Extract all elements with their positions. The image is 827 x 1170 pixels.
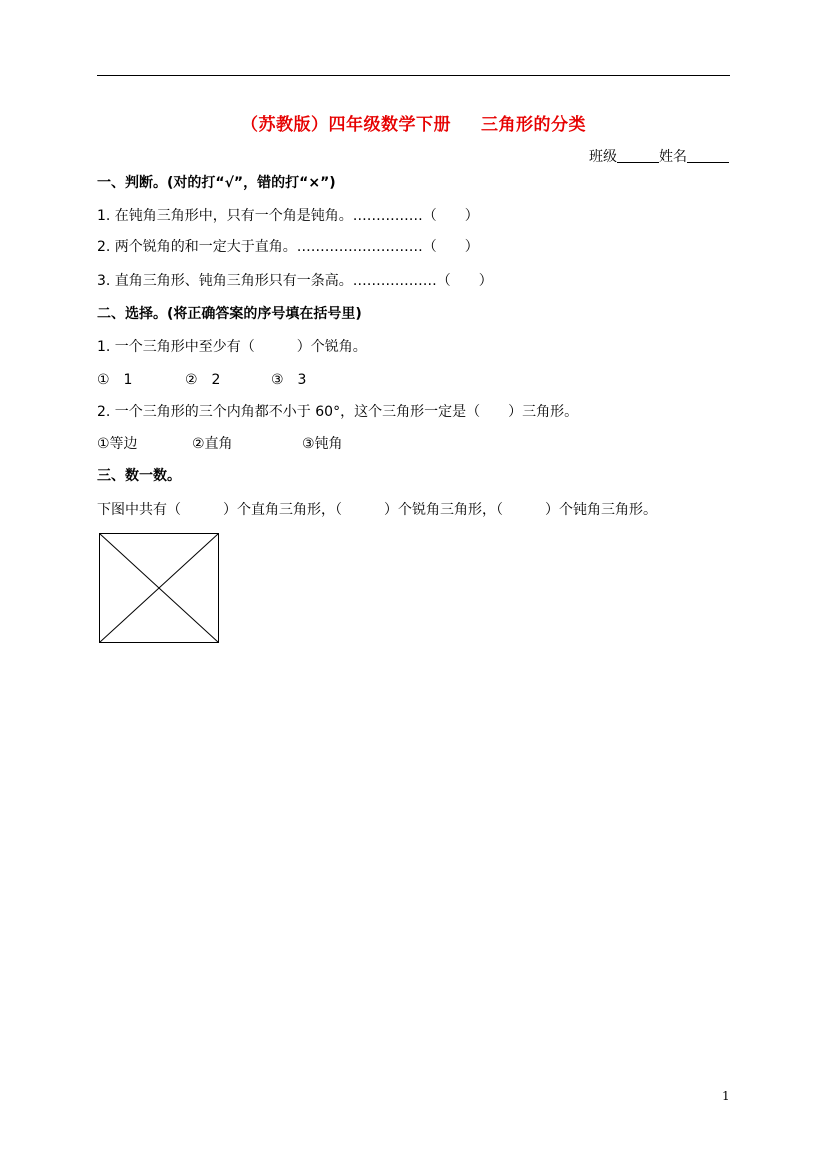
- choice-question-1: 1. 一个三角形中至少有（ ）个锐角。: [97, 339, 367, 355]
- option-obtuse: ③钝角: [302, 436, 343, 452]
- name-blank[interactable]: [687, 149, 729, 163]
- count-question: 下图中共有（ ）个直角三角形，（ ）个锐角三角形，（ ）个钝角三角形。: [97, 502, 657, 518]
- choice-question-2: 2. 一个三角形的三个内角都不小于 60°，这个三角形一定是（ ）三角形。: [97, 404, 579, 420]
- page-title: [0, 110, 827, 135]
- name-label: 姓名: [659, 149, 687, 165]
- option-1: ① 1: [97, 372, 133, 388]
- judge-item-3: 3. 直角三角形、钝角三角形只有一条高。………………（ ）: [97, 273, 493, 289]
- choice-options-1: [97, 369, 306, 389]
- student-info: [589, 146, 729, 166]
- square-diagonals-figure: [99, 533, 220, 644]
- option-right: ②直角: [192, 436, 233, 452]
- title-topic: 三角形的分类: [481, 115, 586, 135]
- header-rule: [97, 75, 730, 76]
- option-equilateral: ①等边: [97, 436, 138, 452]
- page-number: 1: [722, 1089, 730, 1103]
- judge-item-1: 1. 在钝角三角形中，只有一个角是钝角。……………（ ）: [97, 208, 479, 224]
- option-3: ③ 3: [271, 372, 307, 388]
- class-blank[interactable]: [617, 149, 659, 163]
- section2-heading: 二、选择。(将正确答案的序号填在括号里): [97, 306, 362, 322]
- choice-options-2: [97, 433, 343, 453]
- option-2: ② 2: [185, 372, 221, 388]
- class-label: 班级: [589, 149, 617, 165]
- title-grade: （苏教版）四年级数学下册: [241, 115, 451, 135]
- judge-item-2: 2. 两个锐角的和一定大于直角。………………………（ ）: [97, 239, 479, 255]
- section3-heading: 三、数一数。: [97, 468, 181, 484]
- section1-heading: 一、判断。(对的打“√”，错的打“×”): [97, 175, 336, 191]
